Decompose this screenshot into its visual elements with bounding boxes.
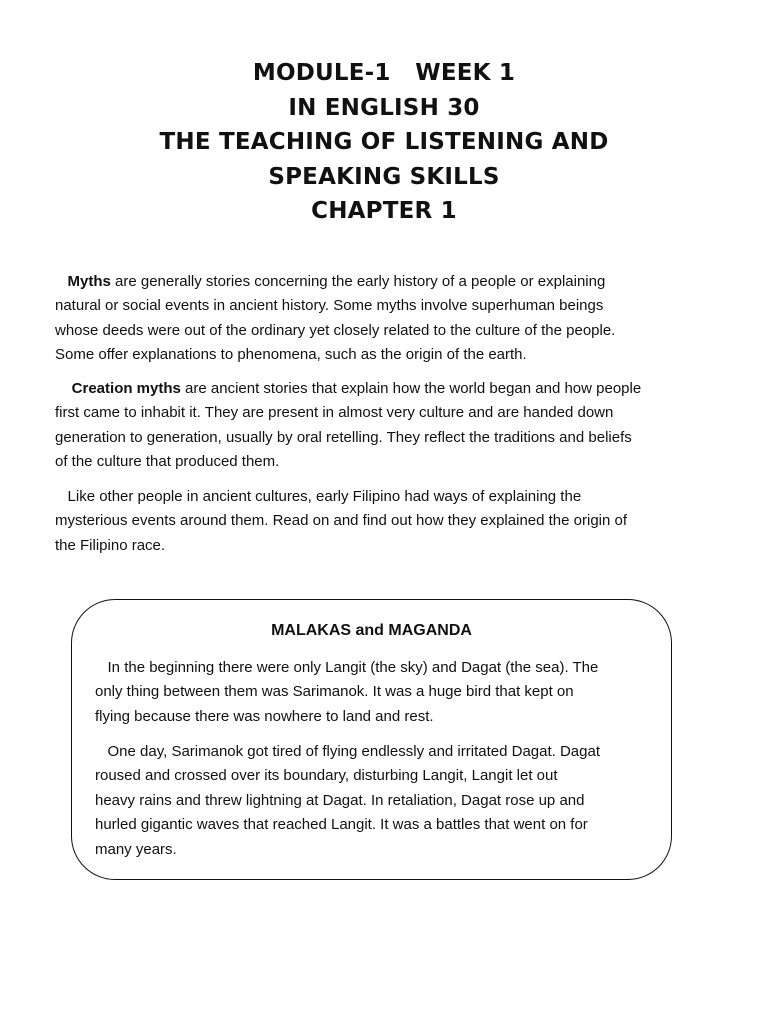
story-line: In the beginning there were only Langit (the sky) and Dagat (the sea). The [107,659,599,676]
paragraph-line: Like other people in ancient cultures, early Filipino had ways of explaining the [67,488,582,505]
paragraph-line: mysterious events around them. Read on and find out how they explained the origin of [55,512,628,530]
story-paragraph-2 [95,740,655,862]
title-line-module-week: MODULE-1 WEEK 1 [252,60,516,86]
paragraph-line: natural or social events in ancient history. Some myths involve superhuman beings [55,297,604,315]
story-line: heavy rains and threw lightning at Dagat. In retaliation, Dagat rose up and [95,791,585,809]
title-line-chapter: CHAPTER 1 [311,198,457,224]
paragraph-line: Some offer explanations to phenomena, such as the origin of the earth. [55,346,527,364]
paragraph-creation-myths [55,377,715,475]
paragraph-line: whose deeds were out of the ordinary yet closely related to the culture of the people. [55,321,616,339]
paragraph-line: Myths are generally stories concerning the early history of a people or explaining [67,273,606,290]
paragraph-myths [55,270,715,368]
story-paragraph-1 [95,656,655,729]
paragraph-filipino-origin [55,485,715,558]
title-line-subject-1: THE TEACHING OF LISTENING AND [159,129,609,155]
story-line: many years. [95,840,177,858]
paragraph-line: generation to generation, usually by oral retelling. They reflect the traditions and beliefs [55,428,632,446]
paragraph-line: the Filipino race. [55,536,166,554]
story-line: only thing between them was Sarimanok. It was a huge bird that kept on [95,683,574,701]
story-line: flying because there was nowhere to land and rest. [95,707,434,725]
story-line: hurled gigantic waves that reached Langit. It was a battles that went on for [95,816,588,834]
title-line-course: IN ENGLISH 30 [288,94,480,121]
story-line: roused and crossed over its boundary, disturbing Langit, Langit let out [95,767,558,785]
module-title [0,56,768,229]
paragraph-line: first came to inhabit it. They are present in almost very culture and are handed down [55,404,614,422]
story-line: One day, Sarimanok got tired of flying endlessly and irritated Dagat. Dagat [107,743,601,760]
story-box [71,599,672,880]
term-myths: Myths [67,273,111,290]
paragraph-line: Creation myths are ancient stories that explain how the world began and how people [71,380,642,397]
title-line-subject-2: SPEAKING SKILLS [268,163,500,190]
story-title: MALAKAS and MAGANDA [271,622,472,639]
paragraph-line: of the culture that produced them. [55,453,280,471]
term-creation-myths: Creation myths [71,380,181,397]
